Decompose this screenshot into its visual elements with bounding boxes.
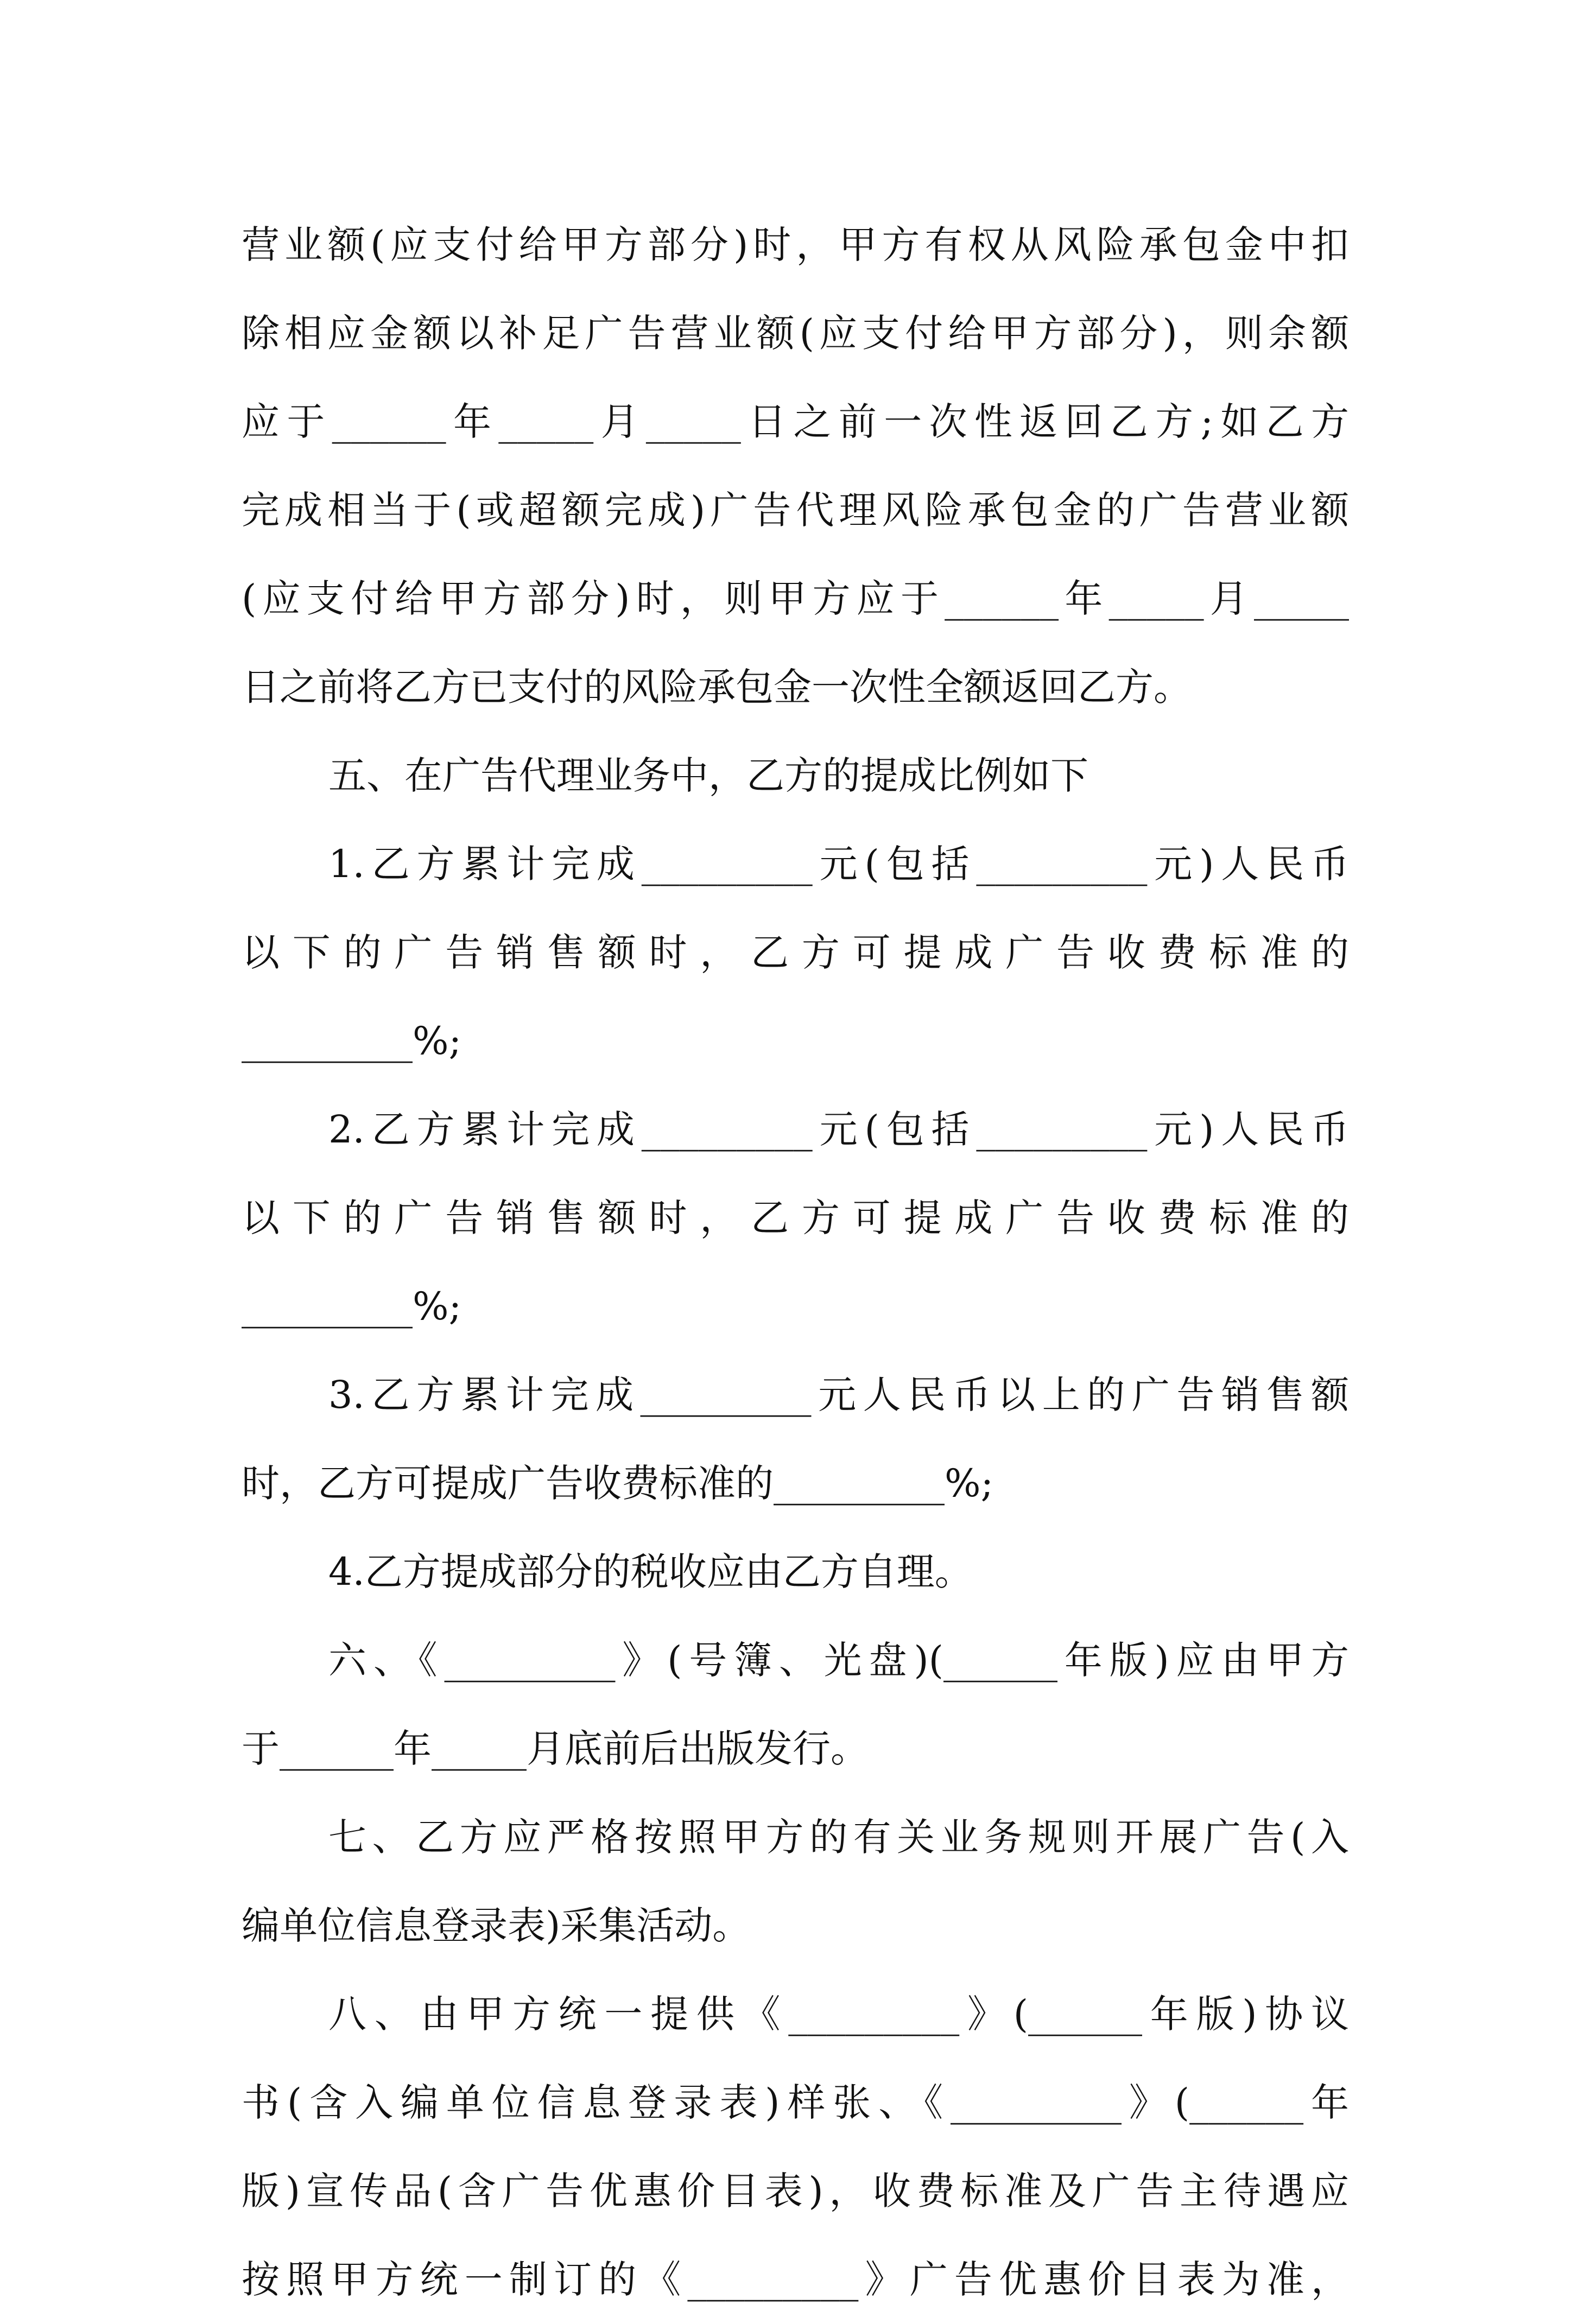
text-line: 2.乙方累计完成_________元(包括_________元)人民币 xyxy=(328,1107,1349,1152)
text-line: _________%; xyxy=(242,1284,462,1329)
text-line: 五、在广告代理业务中，乙方的提成比例如下 xyxy=(328,753,1088,798)
text-line: 3.乙方累计完成_________元人民币以上的广告销售额 xyxy=(328,1373,1349,1417)
text-line: 完成相当于(或超额完成)广告代理风险承包金的广告营业额 xyxy=(242,488,1349,532)
text-line: 编单位信息登录表)采集活动。 xyxy=(242,1903,751,1948)
document-page xyxy=(242,201,1349,2324)
text-line: 1.乙方累计完成_________元(包括_________元)人民币 xyxy=(328,842,1349,886)
text-line: 日之前将乙方已支付的风险承包金一次性全额返回乙方。 xyxy=(242,665,1192,709)
text-line: 以下的广告销售额时，乙方可提成广告收费标准的 xyxy=(242,930,1349,975)
text-line: 书(含入编单位信息登录表)样张、《_________》(______年 xyxy=(242,2080,1349,2125)
text-line: 以下的广告销售额时，乙方可提成广告收费标准的 xyxy=(242,1196,1349,1240)
text-line: 八、由甲方统一提供《_________》(______年版)协议 xyxy=(328,1992,1349,2036)
text-line: (应支付给甲方部分)时，则甲方应于______年_____月_____ xyxy=(242,576,1349,621)
text-line: 营业额(应支付给甲方部分)时，甲方有权从风险承包金中扣 xyxy=(242,223,1349,267)
text-line: 版)宣传品(含广告优惠价目表)，收费标准及广告主待遇应 xyxy=(242,2169,1349,2213)
text-line: 六、《_________》(号簿、光盘)(______年版)应由甲方 xyxy=(328,1638,1349,1682)
text-line: _________%; xyxy=(242,1019,462,1063)
text-line: 4.乙方提成部分的税收应由乙方自理。 xyxy=(328,1550,973,1594)
text-line: 于______年_____月底前后出版发行。 xyxy=(242,1726,869,1771)
document-body xyxy=(242,201,1349,2324)
text-line: 按照甲方统一制订的《_________》广告优惠价目表为准， xyxy=(242,2257,1349,2302)
text-line: 应于______年_____月_____日之前一次性返回乙方;如乙方 xyxy=(242,399,1349,444)
text-line: 七、乙方应严格按照甲方的有关业务规则开展广告(入 xyxy=(328,1815,1349,1859)
text-line: 时，乙方可提成广告收费标准的_________%; xyxy=(242,1461,994,1506)
text-line: 除相应金额以补足广告营业额(应支付给甲方部分)，则余额 xyxy=(242,311,1349,355)
